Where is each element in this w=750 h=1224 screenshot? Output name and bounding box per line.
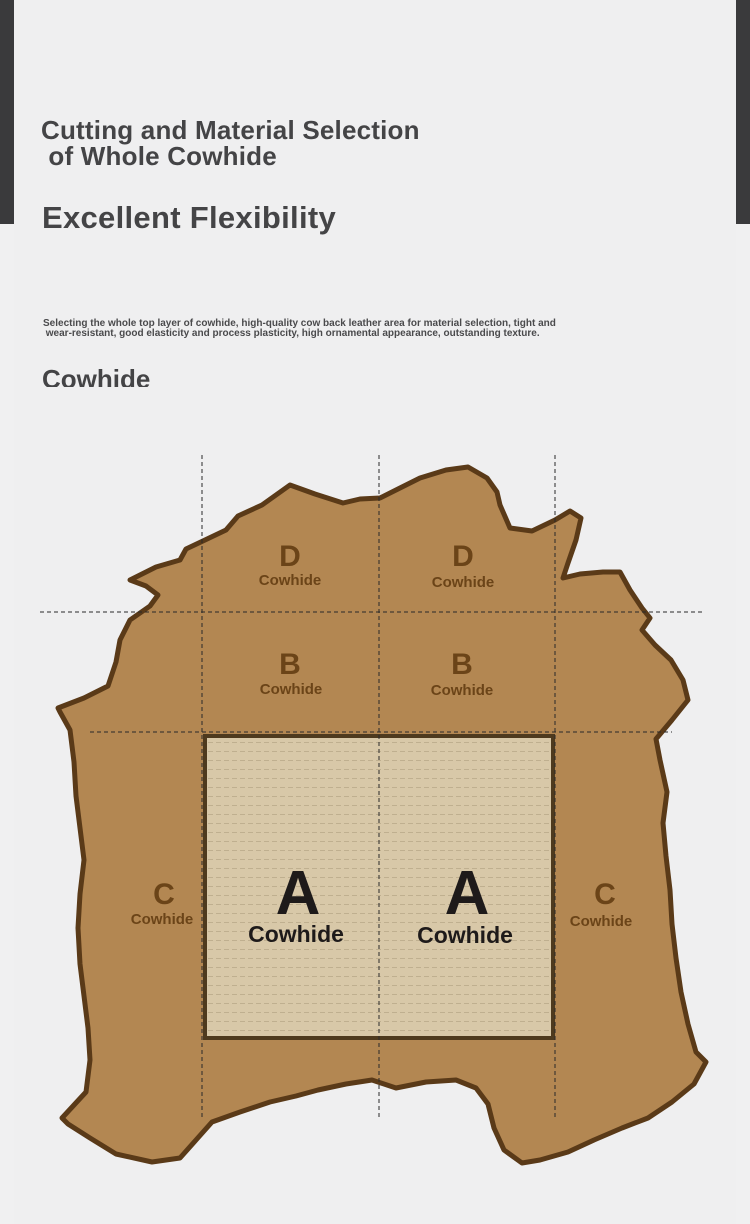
zone-letter: A [275, 859, 321, 928]
zone-letter: C [153, 878, 175, 911]
zone-word: Cowhide [569, 913, 633, 930]
zone-letter: B [279, 648, 301, 681]
zone-word: Cowhide [417, 922, 513, 948]
page-subtitle: Excellent Flexibility [42, 200, 337, 235]
zone-word: Cowhide [248, 921, 344, 947]
zone-letter: C [594, 878, 616, 911]
zone-word: Cowhide [259, 681, 323, 698]
zone-letter: B [451, 648, 473, 681]
zone-word: Cowhide [258, 572, 322, 589]
zone-letter: D [279, 540, 301, 573]
description-text: Selecting the whole top layer of cowhide, high-quality cow back leather area for material selection, tight and wear-resistant, good elasticity and process plasticity, high ornamental appearance, outstanding texture. [43, 318, 556, 339]
zone-word: Cowhide [430, 682, 494, 699]
zone-letter: D [452, 540, 474, 573]
zone-letter: A [444, 859, 490, 928]
zone-word: Cowhide [431, 574, 495, 591]
page-title: Cutting and Material Selection of Whole Cowhide [41, 115, 420, 171]
section-label: Cowhide [42, 364, 151, 387]
zone-word: Cowhide [130, 911, 194, 928]
